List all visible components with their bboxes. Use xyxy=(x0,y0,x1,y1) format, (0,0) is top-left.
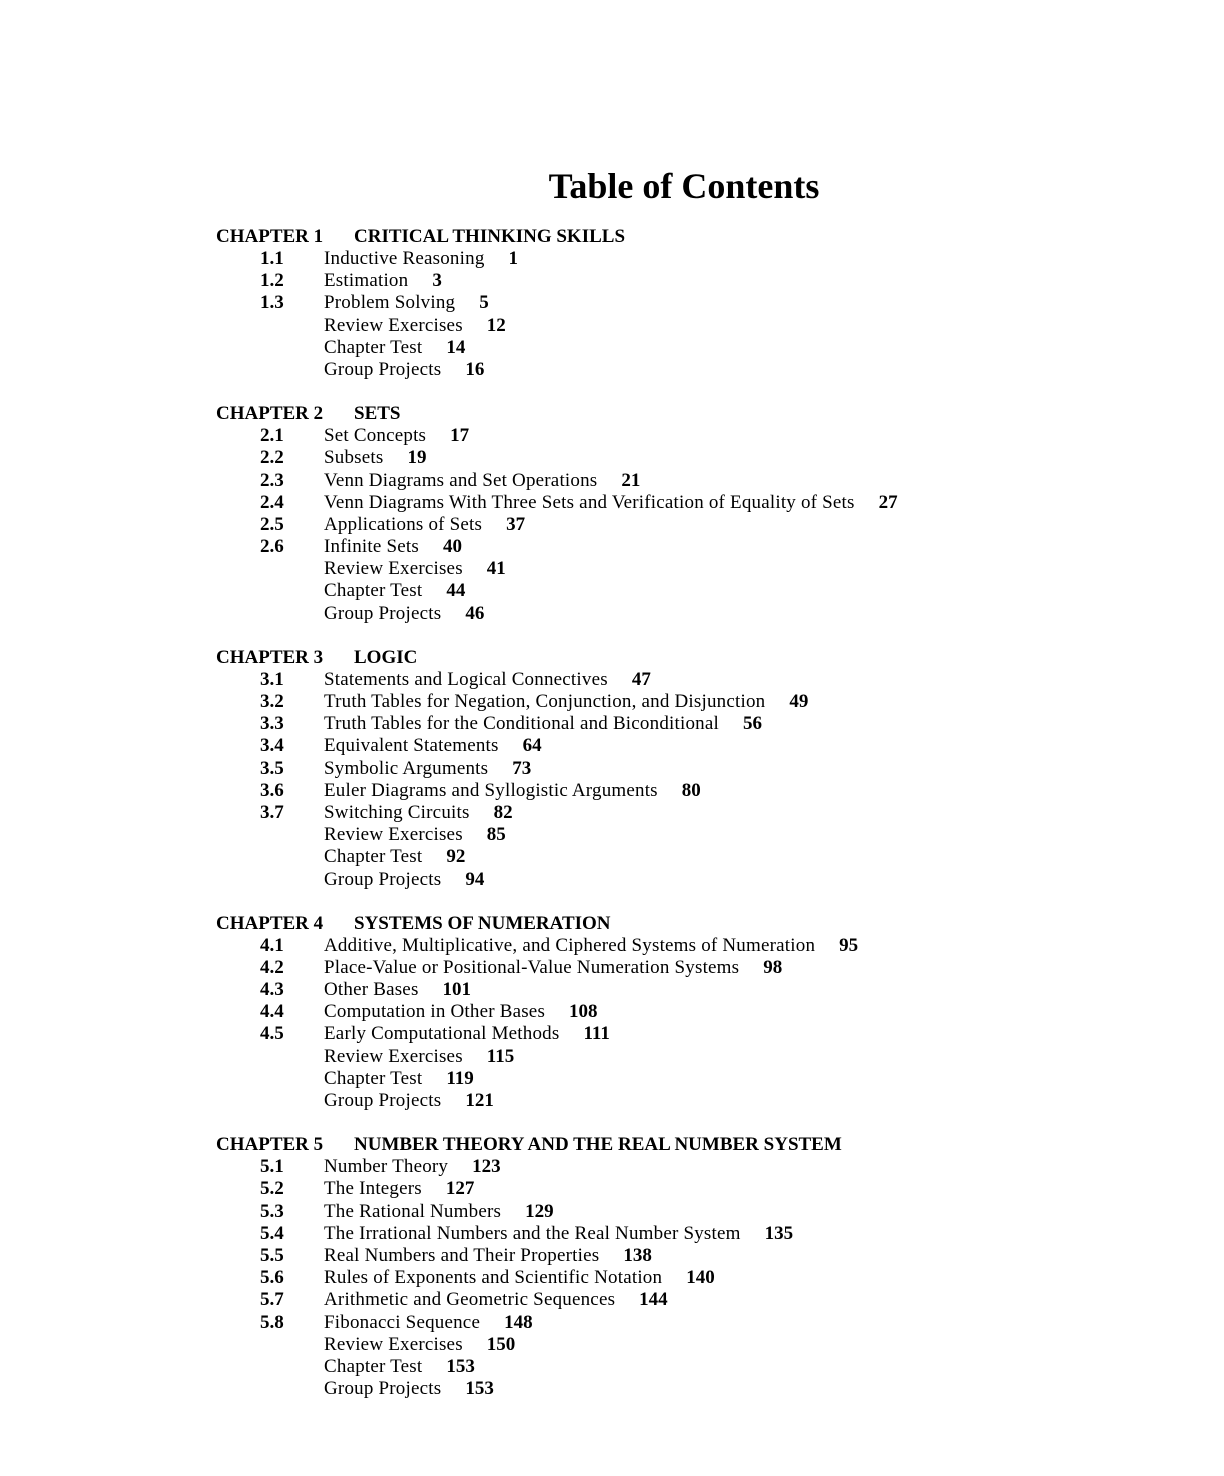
section-title: Estimation xyxy=(324,270,409,292)
section-title: Computation in Other Bases xyxy=(324,1001,546,1023)
page-title: Table of Contents xyxy=(548,166,820,206)
toc-entry[interactable] xyxy=(216,824,1176,846)
page-number: 119 xyxy=(446,1067,474,1089)
toc-entry[interactable] xyxy=(216,1156,1176,1178)
toc-entry[interactable] xyxy=(216,536,1176,558)
page-number: 94 xyxy=(465,868,485,890)
page-number: 129 xyxy=(525,1200,554,1222)
chapter-label: CHAPTER 2 xyxy=(216,403,324,425)
section-title: Number Theory xyxy=(324,1156,449,1178)
section-title: Chapter Test xyxy=(324,1355,423,1377)
page-number: 49 xyxy=(789,691,809,712)
toc-entry[interactable] xyxy=(216,1289,1176,1311)
section-number: 3.3 xyxy=(260,713,284,735)
section-number: 3.7 xyxy=(260,801,284,823)
chapter-heading[interactable] xyxy=(216,1134,1176,1156)
section-title: The Rational Numbers xyxy=(324,1200,502,1222)
page-number: 5 xyxy=(479,292,489,314)
page-number: 46 xyxy=(465,602,485,624)
section-title: Review Exercises xyxy=(324,1333,463,1355)
toc-entry[interactable] xyxy=(216,935,1176,957)
section-title: Applications of Sets xyxy=(324,513,483,535)
page-number: 98 xyxy=(763,956,783,978)
toc-entry[interactable] xyxy=(216,758,1176,780)
page-number: 27 xyxy=(878,491,898,513)
page-number: 73 xyxy=(512,757,532,779)
page-number: 16 xyxy=(465,358,485,380)
section-number: 2.6 xyxy=(260,536,284,558)
toc-entry[interactable] xyxy=(216,315,1176,337)
chapter-heading[interactable] xyxy=(216,647,1176,669)
toc-entry[interactable] xyxy=(216,780,1176,802)
section-title: Place-Value or Positional-Value Numeration Systems xyxy=(324,956,740,978)
page-number: 85 xyxy=(486,824,506,846)
toc-entry[interactable] xyxy=(216,957,1176,979)
section-title: Real Numbers and Their Properties xyxy=(324,1244,600,1266)
section-title: Review Exercises xyxy=(324,1045,463,1067)
toc-entry[interactable] xyxy=(216,337,1176,359)
page-number: 144 xyxy=(639,1289,668,1311)
chapter-block xyxy=(216,226,1176,381)
section-number: 1.2 xyxy=(260,270,284,292)
toc-entry[interactable] xyxy=(216,1356,1176,1378)
page-number: 140 xyxy=(686,1267,715,1289)
section-title: Venn Diagrams With Three Sets and Verification of Equality of Sets xyxy=(324,491,855,513)
section-number: 1.1 xyxy=(260,248,284,269)
toc-entry[interactable] xyxy=(216,1046,1176,1068)
page-number: 127 xyxy=(445,1178,475,1200)
section-number: 5.8 xyxy=(260,1311,284,1333)
section-title: Infinite Sets xyxy=(324,536,419,558)
section-title: Other Bases xyxy=(324,979,419,1001)
section-number: 3.1 xyxy=(260,668,284,690)
page-number: 21 xyxy=(621,469,641,491)
toc-entry[interactable] xyxy=(216,558,1176,580)
chapter-block xyxy=(216,1134,1176,1400)
toc-entry[interactable] xyxy=(216,1090,1176,1112)
page-number: 44 xyxy=(446,580,466,602)
chapter-title: NUMBER THEORY AND THE REAL NUMBER SYSTEM xyxy=(354,1134,842,1156)
section-title: Switching Circuits xyxy=(324,801,470,823)
section-title: Symbolic Arguments xyxy=(324,757,489,779)
section-title: Chapter Test xyxy=(324,846,423,868)
page-number: 115 xyxy=(486,1045,515,1067)
section-number: 2.1 xyxy=(260,425,284,447)
page-number: 95 xyxy=(839,934,859,956)
section-number: 5.3 xyxy=(260,1200,284,1222)
section-title: Review Exercises xyxy=(324,314,463,336)
page-number: 41 xyxy=(486,558,506,580)
chapter-block xyxy=(216,913,1176,1113)
page-number: 19 xyxy=(407,447,427,469)
page-number: 111 xyxy=(583,1023,610,1045)
section-title: Chapter Test xyxy=(324,580,423,602)
toc-entry[interactable] xyxy=(216,802,1176,824)
toc-entry[interactable] xyxy=(216,470,1176,492)
section-title: Group Projects xyxy=(324,1378,442,1400)
chapter-label: CHAPTER 5 xyxy=(216,1134,324,1156)
chapter-title: SYSTEMS OF NUMERATION xyxy=(354,912,611,934)
table-of-contents xyxy=(216,226,1176,1422)
page-number: 92 xyxy=(446,846,466,868)
section-title: Review Exercises xyxy=(324,558,463,580)
toc-entry[interactable] xyxy=(216,691,1176,713)
section-title: Euler Diagrams and Syllogistic Arguments xyxy=(324,779,658,801)
chapter-label: CHAPTER 3 xyxy=(216,646,324,668)
chapter-block xyxy=(216,647,1176,891)
section-number: 4.4 xyxy=(260,1001,284,1023)
section-title: The Integers xyxy=(324,1178,422,1200)
section-title: Group Projects xyxy=(324,868,442,890)
toc-entry[interactable] xyxy=(216,492,1176,514)
toc-entry[interactable] xyxy=(216,425,1176,447)
toc-entry[interactable] xyxy=(216,1068,1176,1090)
page-number: 3 xyxy=(432,270,442,292)
toc-entry[interactable] xyxy=(216,846,1176,868)
chapter-label: CHAPTER 4 xyxy=(216,912,324,934)
section-title: Problem Solving xyxy=(324,292,456,314)
section-number: 2.3 xyxy=(260,469,284,491)
chapter-heading[interactable] xyxy=(216,403,1176,425)
section-title: Fibonacci Sequence xyxy=(324,1311,481,1333)
toc-entry[interactable] xyxy=(216,270,1176,292)
chapter-heading[interactable] xyxy=(216,913,1176,935)
section-title: Truth Tables for Negation, Conjunction, and Disjunction xyxy=(324,691,766,712)
toc-entry[interactable] xyxy=(216,1178,1176,1200)
section-number: 5.4 xyxy=(260,1222,284,1244)
page-number: 150 xyxy=(486,1333,516,1355)
page-number: 135 xyxy=(764,1222,794,1244)
page-number: 138 xyxy=(623,1244,652,1266)
section-title: Equivalent Statements xyxy=(324,735,499,757)
toc-entry[interactable] xyxy=(216,359,1176,381)
toc-entry[interactable] xyxy=(216,580,1176,602)
page-number: 37 xyxy=(506,513,526,535)
section-title: Venn Diagrams and Set Operations xyxy=(324,469,598,491)
section-number: 3.5 xyxy=(260,757,284,779)
section-number: 5.1 xyxy=(260,1156,284,1178)
section-number: 3.4 xyxy=(260,735,284,757)
page-number: 47 xyxy=(631,668,651,690)
chapter-title: CRITICAL THINKING SKILLS xyxy=(354,226,626,247)
page-number: 153 xyxy=(446,1355,475,1377)
section-number: 5.6 xyxy=(260,1267,284,1289)
page-number: 121 xyxy=(465,1090,494,1111)
section-number: 5.7 xyxy=(260,1289,284,1311)
toc-entry[interactable] xyxy=(216,1023,1176,1045)
section-title: Chapter Test xyxy=(324,1067,423,1089)
section-title: Additive, Multiplicative, and Ciphered Systems of Numeration xyxy=(324,934,816,956)
section-title: Chapter Test xyxy=(324,336,423,358)
toc-entry[interactable] xyxy=(216,1312,1176,1334)
page-number: 123 xyxy=(472,1156,501,1178)
section-title: Rules of Exponents and Scientific Notation xyxy=(324,1267,663,1289)
toc-entry[interactable] xyxy=(216,514,1176,536)
section-title: Group Projects xyxy=(324,1090,442,1111)
toc-entry[interactable] xyxy=(216,292,1176,314)
page-number: 80 xyxy=(681,779,701,801)
section-number: 5.2 xyxy=(260,1178,284,1200)
toc-entry[interactable] xyxy=(216,1001,1176,1023)
page-number: 1 xyxy=(508,248,519,269)
section-title: Truth Tables for the Conditional and Biconditional xyxy=(324,713,719,735)
section-title: The Irrational Numbers and the Real Number System xyxy=(324,1222,741,1244)
section-title: Group Projects xyxy=(324,602,442,624)
toc-entry[interactable] xyxy=(216,603,1176,625)
section-title: Group Projects xyxy=(324,358,442,380)
chapter-heading[interactable] xyxy=(216,226,1176,248)
toc-entry[interactable] xyxy=(216,1334,1176,1356)
chapter-title: LOGIC xyxy=(354,646,418,668)
section-title: Inductive Reasoning xyxy=(324,248,485,269)
page-number: 108 xyxy=(569,1001,598,1023)
section-number: 4.2 xyxy=(260,956,284,978)
section-number: 1.3 xyxy=(260,292,284,314)
page-number: 12 xyxy=(486,314,506,336)
toc-entry[interactable] xyxy=(216,735,1176,757)
section-number: 4.1 xyxy=(260,934,284,956)
section-number: 2.2 xyxy=(260,447,284,469)
section-title: Arithmetic and Geometric Sequences xyxy=(324,1289,616,1311)
toc-entry[interactable] xyxy=(216,248,1176,270)
section-number: 3.6 xyxy=(260,779,284,801)
section-number: 2.5 xyxy=(260,513,284,535)
section-title: Subsets xyxy=(324,447,384,469)
section-number: 4.3 xyxy=(260,979,284,1001)
section-title: Statements and Logical Connectives xyxy=(324,668,608,690)
toc-entry[interactable] xyxy=(216,1267,1176,1289)
toc-entry[interactable] xyxy=(216,713,1176,735)
section-number: 4.5 xyxy=(260,1023,284,1045)
page-number: 14 xyxy=(446,336,466,358)
toc-entry[interactable] xyxy=(216,1201,1176,1223)
page-number: 17 xyxy=(450,425,470,447)
page-number: 56 xyxy=(742,713,762,735)
toc-entry[interactable] xyxy=(216,1223,1176,1245)
chapter-block xyxy=(216,403,1176,625)
toc-entry[interactable] xyxy=(216,869,1176,891)
page-number: 148 xyxy=(504,1311,533,1333)
section-title: Early Computational Methods xyxy=(324,1023,560,1045)
toc-entry[interactable] xyxy=(216,447,1176,469)
chapter-label: CHAPTER 1 xyxy=(216,226,324,247)
toc-entry[interactable] xyxy=(216,1245,1176,1267)
section-number: 5.5 xyxy=(260,1244,284,1266)
page-number: 40 xyxy=(442,536,462,558)
toc-entry[interactable] xyxy=(216,669,1176,691)
section-number: 2.4 xyxy=(260,491,284,513)
page-number: 153 xyxy=(465,1378,494,1400)
chapter-title: SETS xyxy=(354,403,401,425)
page-number: 101 xyxy=(442,979,472,1001)
toc-entry[interactable] xyxy=(216,979,1176,1001)
toc-entry[interactable] xyxy=(216,1378,1176,1400)
page-number: 64 xyxy=(522,735,542,757)
section-number: 3.2 xyxy=(260,691,284,712)
section-title: Set Concepts xyxy=(324,425,427,447)
page-number: 82 xyxy=(493,801,513,823)
section-title: Review Exercises xyxy=(324,824,463,846)
